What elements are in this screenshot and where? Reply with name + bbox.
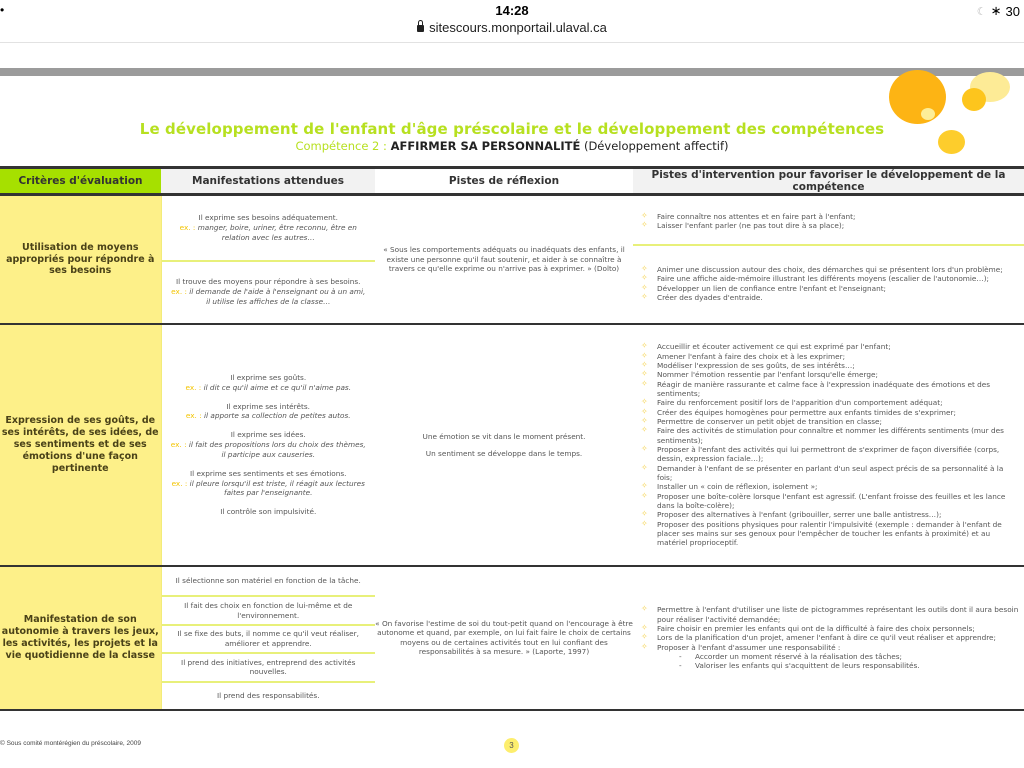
intervention-text: Permettre à l'enfant d'utiliser une liste de pictogrammes représentant les outils dont il aura besoin pour réaliser l'activité demandée; [657, 605, 1019, 624]
reflexion-text: Une émotion se vit dans le moment présent. [422, 431, 586, 441]
manifestations-cell [161, 324, 375, 566]
reflexion-cell [375, 566, 633, 710]
intervention-item [641, 221, 1020, 230]
intervention-item [641, 361, 1020, 370]
example-text: il dit ce qu'il aime et ce qu'il n'aime pas. [203, 382, 352, 392]
intervention-text: Faire choisir en premier les enfants qui ont de la difficulté à faire des choix personnels; [657, 623, 975, 633]
manifestation-line [170, 223, 368, 243]
intervention-list [633, 212, 1024, 231]
manifestation-text: Il sélectionne son matériel en fonction de la tâche. [175, 576, 361, 586]
manifestation-line [170, 507, 368, 517]
intervention-item [641, 370, 1020, 379]
manifestation-line [170, 576, 368, 586]
battery-level: 30 [1005, 3, 1020, 19]
header-manifestations: Manifestations attendues [161, 168, 375, 195]
manifestation-text: Il trouve des moyens pour répondre à ses besoins. [175, 277, 361, 287]
intervention-text: Proposer à l'enfant des activités qui lui permettront de s'exprimer de façon diversifiée (corps, dessin, expression faciale…); [657, 445, 1000, 464]
url-text[interactable]: sitescours.monportail.ulaval.ca [429, 20, 607, 35]
manifestation-text: Il exprime ses besoins adéquatement. [198, 212, 338, 222]
manifestation-line [170, 287, 368, 307]
intervention-cell [633, 195, 1024, 325]
intervention-text: Faire des activités de stimulation pour connaître et nommer les différents sentiments (mur des sentiments); [657, 426, 1004, 445]
intervention-item [641, 510, 1020, 519]
subtitle-prefix: Compétence 2 : [295, 139, 391, 153]
manifestation-text: Il contrôle son impulsivité. [220, 507, 317, 517]
status-time: 14:28 [495, 3, 529, 18]
intervention-section [633, 601, 1024, 674]
header-reflexion: Pistes de réflexion [375, 168, 633, 195]
intervention-item [641, 492, 1020, 511]
example-text: il pleure lorsqu'il est triste, il réagit aux lectures faites par l'enseignante. [189, 478, 365, 498]
status-bar [0, 0, 1024, 22]
manifestation-line [170, 479, 368, 499]
manifestation-text: Il prend des responsabilités. [216, 690, 320, 700]
manifestation-block [162, 325, 376, 565]
reflexion-text: « Sous les comportements adéquats ou inadéquats des enfants, il existe une personne qu'il faut soutenir, et aider à se connaître à travers ce qu'elle exprime ou n'arrive pas à exprimer. » (Dolto) [383, 245, 625, 274]
example-label: ex. : [185, 382, 204, 392]
manifestation-line [170, 411, 368, 421]
intervention-item [641, 274, 1020, 283]
criterion-cell: Expression de ses goûts, de ses intérêts, de ses idées, de ses sentiments et de ses émotions d'une façon pertinente [0, 324, 161, 566]
subtitle-suffix: (Développement affectif) [580, 139, 729, 153]
manifestation-line [170, 440, 368, 460]
table-row [0, 324, 1024, 566]
intervention-item [641, 380, 1020, 399]
intervention-item [641, 464, 1020, 483]
decorative-bubble-icon [921, 108, 935, 120]
manifestation-block [162, 260, 376, 324]
example-text: manger, boire, uriner, être reconnu, être en relation avec les autres… [197, 222, 357, 242]
status-left-glyph: • [0, 3, 5, 17]
example-label: ex. : [179, 222, 198, 232]
intervention-item [641, 352, 1020, 361]
bluetooth-icon: ∗ [990, 3, 1002, 18]
intervention-text: Proposer des alternatives à l'enfant (gribouiller, serrer une balle antistress…); [657, 510, 942, 520]
header-criteres: Critères d'évaluation [0, 168, 161, 195]
intervention-item [641, 284, 1020, 293]
document-subtitle [0, 139, 1024, 153]
reflexion-cell [375, 324, 633, 566]
intervention-subtext: Accorder un moment réservé à la réalisation des tâches; [695, 651, 902, 661]
intervention-text: Créer des équipes homogènes pour permettre aux enfants timides de s'exprimer; [657, 407, 956, 417]
manifestation-text: Il se fixe des buts, il nomme ce qu'il veut réaliser, améliorer et apprendre. [177, 629, 359, 648]
intervention-cell [633, 566, 1024, 710]
footer-copyright: © Sous comité montérégien du préscolaire, 2009 [0, 740, 142, 747]
intervention-item [641, 342, 1020, 351]
manifestation-line [170, 383, 368, 393]
intervention-item [641, 605, 1020, 624]
example-label: ex. : [171, 287, 190, 297]
document-top-bar [0, 68, 1024, 76]
criterion-cell: Utilisation de moyens appropriés pour répondre à ses besoins [0, 195, 161, 325]
intervention-text: Laisser l'enfant parler (ne pas tout dire à sa place); [657, 221, 845, 230]
address-bar[interactable] [0, 20, 1024, 43]
header-intervention: Pistes d'intervention pour favoriser le développement de la compétence [633, 168, 1024, 195]
intervention-text: Proposer à l'enfant d'assumer une responsabilité : [657, 642, 841, 652]
example-label: ex. : [171, 478, 190, 488]
intervention-item [641, 398, 1020, 407]
manifestation-text: Il fait des choix en fonction de lui-même et de l'environnement. [184, 600, 353, 620]
manifestation-line [170, 469, 368, 479]
reflexion-text: « On favorise l'estime de soi du tout-petit quand on l'encourage à être autonome et quand, par exemple, on lui fait faire le choix de certains moyens ou de certaines activités tout en lui confiant des responsabilités à sa mesure. » (Laporte, 1997) [375, 619, 633, 657]
reflexion-text: Un sentiment se développe dans le temps. [425, 449, 583, 458]
manifestation-line [170, 277, 368, 287]
intervention-subtext: Valoriser les enfants qui s'acquittent de leurs responsabilités. [695, 661, 920, 671]
intervention-section [633, 338, 1024, 551]
intervention-text: Créer des dyades d'entraide. [657, 292, 763, 302]
decorative-bubble-icon [962, 88, 986, 111]
moon-icon: ☾ [976, 5, 987, 18]
intervention-text: Faire une affiche aide-mémoire illustrant les différents moyens (escalier de l'autonomie…); [657, 274, 990, 284]
manifestation-block [162, 624, 376, 652]
intervention-text: Réagir de manière rassurante et calme face à l'expression inadéquate des émotions et des sentiments; [657, 379, 991, 399]
manifestations-cell [161, 195, 375, 325]
intervention-item [641, 426, 1020, 445]
manifestation-line [170, 213, 368, 223]
intervention-item [641, 633, 1020, 642]
intervention-item [641, 520, 1020, 548]
intervention-section [633, 244, 1024, 321]
manifestation-line [170, 629, 368, 649]
page-number: 3 [504, 738, 519, 753]
intervention-item [641, 643, 1020, 652]
manifestation-line [170, 691, 368, 701]
manifestation-text: Il prend des initiatives, entreprend des activités nouvelles. [181, 657, 356, 677]
manifestation-text: Il exprime ses sentiments et ses émotions. [190, 468, 347, 478]
intervention-text: Permettre de conserver un petit objet de transition en classe; [657, 417, 882, 427]
intervention-text: Lors de la planification d'un projet, amener l'enfant à dire ce qu'il veut réaliser et apprendre; [657, 633, 997, 643]
intervention-section [633, 198, 1024, 244]
intervention-item [641, 265, 1020, 274]
manifestation-line [170, 601, 368, 621]
intervention-text: Modéliser l'expression de ses goûts, de ses intérêts…; [657, 361, 855, 371]
intervention-cell [633, 324, 1024, 566]
table-header-row [0, 168, 1024, 195]
manifestation-text: Il exprime ses intérêts. [226, 401, 310, 411]
intervention-item [641, 293, 1020, 302]
intervention-item [641, 445, 1020, 464]
manifestation-block [162, 595, 376, 623]
intervention-text: Proposer une boîte-colère lorsque l'enfant est agressif. (L'enfant froisse des feuilles et les lance dans la boîte-colère); [657, 491, 1006, 510]
intervention-sublist [633, 652, 1024, 671]
manifestation-line [170, 658, 368, 678]
manifestation-text: Il exprime ses idées. [230, 430, 306, 440]
document-title: Le développement de l'enfant d'âge préscolaire et le développement des compétences [139, 120, 885, 138]
lock-icon [417, 25, 424, 32]
criterion-cell: Manifestation de son autonomie à travers les jeux, les activités, les projets et la vie quotidienne de la classe [0, 566, 161, 710]
intervention-text: Animer une discussion autour des choix, des démarches qui se présentent lors d'un problème; [657, 264, 1003, 274]
intervention-item [641, 417, 1020, 426]
example-text: il fait des propositions lors du choix des thèmes, il participe aux causeries. [188, 440, 366, 459]
reflexion-cell [375, 195, 633, 325]
manifestation-line [170, 373, 368, 383]
intervention-subitem [679, 652, 1024, 661]
manifestation-block [162, 652, 376, 680]
manifestation-block [162, 681, 376, 709]
manifestation-line [170, 430, 368, 440]
subtitle-competence: AFFIRMER SA PERSONNALITÉ [390, 139, 581, 153]
intervention-item [641, 624, 1020, 633]
intervention-text: Faire connaître nos attentes et en faire part à l'enfant; [657, 211, 856, 221]
table-row [0, 195, 1024, 325]
table-row [0, 566, 1024, 710]
intervention-text: Installer un « coin de réflexion, isolement »; [657, 482, 818, 492]
intervention-list [633, 265, 1024, 302]
intervention-text: Faire du renforcement positif lors de l'apparition d'un comportement adéquat; [657, 398, 943, 408]
intervention-text: Amener l'enfant à faire des choix et à les exprimer; [657, 351, 846, 361]
status-right [977, 3, 1020, 19]
example-label: ex. : [170, 440, 189, 450]
competence-table [0, 166, 1024, 711]
intervention-text: Développer un lien de confiance entre l'enfant et l'enseignant; [657, 283, 887, 293]
intervention-list [633, 342, 1024, 547]
intervention-text: Proposer des positions physiques pour ralentir l'impulsivité (exemple : demander à l'enfant de placer ses mains sur ses genoux pour l'empêcher de toucher les enfants à proximité) et au matériel proprioceptif. [657, 519, 1002, 548]
intervention-item [641, 408, 1020, 417]
intervention-text: Nommer l'émotion ressentie par l'enfant lorsqu'elle émerge; [657, 370, 878, 380]
decorative-bubble-icon [889, 70, 946, 124]
intervention-list [633, 605, 1024, 652]
intervention-subitem [679, 661, 1024, 670]
intervention-item [641, 482, 1020, 491]
example-text: il apporte sa collection de petites autos. [203, 411, 351, 421]
intervention-item [641, 212, 1020, 221]
intervention-text: Accueillir et écouter activement ce qui est exprimé par l'enfant; [657, 342, 891, 352]
example-label: ex. : [185, 411, 204, 421]
manifestation-line [170, 402, 368, 412]
example-text: il demande de l'aide à l'enseignant ou à un ami, il utilise les affiches de la classe… [189, 287, 366, 307]
intervention-text: Demander à l'enfant de se présenter en parlant d'un seul aspect précis de sa personnalité à la fois; [657, 463, 1004, 482]
manifestation-block [162, 196, 376, 260]
manifestation-block [162, 567, 376, 595]
manifestation-text: Il exprime ses goûts. [230, 372, 307, 382]
manifestations-cell [161, 566, 375, 710]
